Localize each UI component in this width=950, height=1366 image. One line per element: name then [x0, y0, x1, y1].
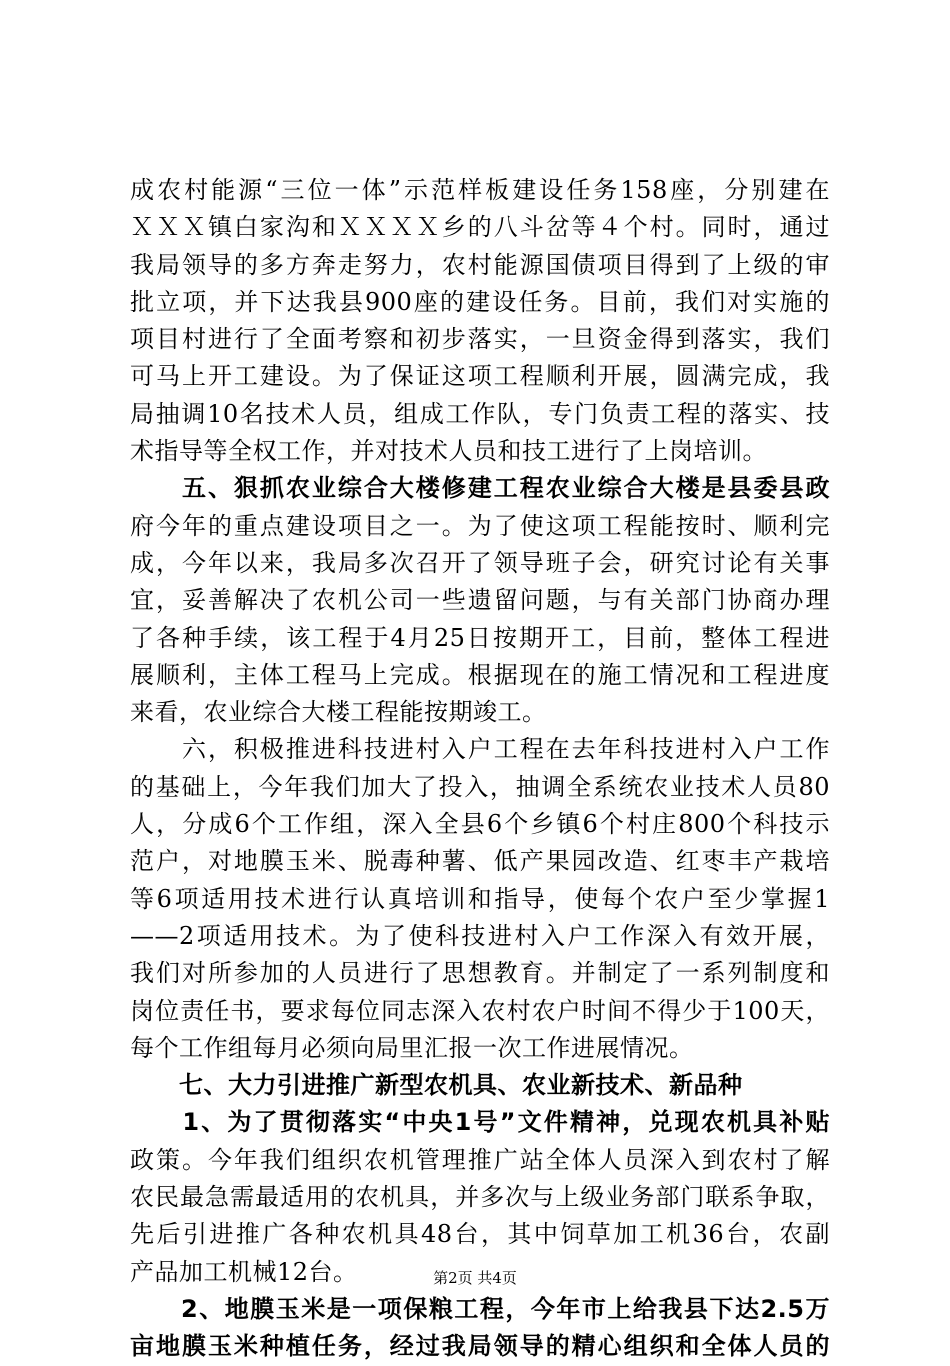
text-line: 项目村进行了全面考察和初步落实，一旦资金得到落实，我们 — [130, 325, 830, 354]
text-line: 局抽调10名技术人员，组成工作队，专门负责工程的落实、技 — [130, 399, 830, 428]
text-line: 2、地膜玉米是一项保粮工程，今年市上给我县下达2.5万 — [130, 1294, 830, 1323]
text-line: 五、狠抓农业综合大楼修建工程农业综合大楼是县委县政 — [130, 474, 830, 503]
text-line: 农民最急需最适用的农机具，并多次与上级业务部门联系争取， — [130, 1183, 830, 1212]
text-line: 的基础上，今年我们加大了投入，抽调全系统农业技术人员80 — [130, 772, 830, 801]
text-line: 批立项，并下达我县900座的建设任务。目前，我们对实施的 — [130, 287, 830, 316]
text-line: 我局领导的多方奔走努力，农村能源国债项目得到了上级的审 — [130, 250, 830, 279]
text-line: 七、大力引进推广新型农机具、农业新技术、新品种 — [130, 1071, 743, 1100]
text-line: 展顺利，主体工程马上完成。根据现在的施工情况和工程进度 — [130, 660, 830, 689]
text-line: 可马上开工建设。为了保证这项工程顺利开展，圆满完成，我 — [130, 362, 830, 391]
text-line: 产品加工机械12台。 — [130, 1257, 358, 1286]
text-line: ＸＸＸ镇白家沟和ＸＸＸＸ乡的八斗岔等４个村。同时，通过 — [130, 213, 830, 242]
text-line: 岗位责任书，要求每位同志深入农村农户时间不得少于100天， — [130, 996, 830, 1025]
text-line: 1、为了贯彻落实“中央1号”文件精神，兑现农机具补贴 — [130, 1108, 830, 1137]
text-line: 我们对所参加的人员进行了思想教育。并制定了一系列制度和 — [130, 959, 830, 988]
text-line: 亩地膜玉米种植任务，经过我局领导的精心组织和全体人员的 — [130, 1332, 830, 1361]
text-line: 了各种手续，该工程于4月25日按期开工，目前，整体工程进 — [130, 623, 830, 652]
text-line: 等6项适用技术进行认真培训和指导，使每个农户至少掌握1 — [130, 884, 830, 913]
text-line: 府今年的重点建设项目之一。为了使这项工程能按时、顺利完 — [130, 511, 830, 540]
text-line: 六，积极推进科技进村入户工程在去年科技进村入户工作 — [130, 735, 830, 764]
text-line: 术指导等全权工作，并对技术人员和技工进行了上岗培训。 — [130, 437, 767, 466]
text-line: 每个工作组每月必须向局里汇报一次工作进展情况。 — [130, 1033, 694, 1062]
page-footer: 第2页 共4页 — [433, 1269, 517, 1287]
text-line: 宜，妥善解决了农机公司一些遗留问题，与有关部门协商办理 — [130, 586, 830, 615]
text-line: 来看，农业综合大楼工程能按期竣工。 — [130, 698, 547, 727]
text-line: 人，分成6个工作组，深入全县6个乡镇6个村庄800个科技示 — [130, 810, 830, 839]
text-line: 政策。今年我们组织农机管理推广站全体人员深入到农村了解 — [130, 1145, 830, 1174]
document-body — [130, 172, 830, 1366]
text-line: 先后引进推广各种农机具48台，其中饲草加工机36台，农副 — [130, 1220, 830, 1249]
text-line: 成农村能源“三位一体”示范样板建设任务158座，分别建在 — [130, 176, 830, 204]
text-line: ——2项适用技术。为了使科技进村入户工作深入有效开展， — [130, 921, 830, 950]
text-line: 范户，对地膜玉米、脱毒种薯、低产果园改造、红枣丰产栽培 — [130, 847, 830, 876]
text-line: 成，今年以来，我局多次召开了领导班子会，研究讨论有关事 — [130, 548, 830, 577]
